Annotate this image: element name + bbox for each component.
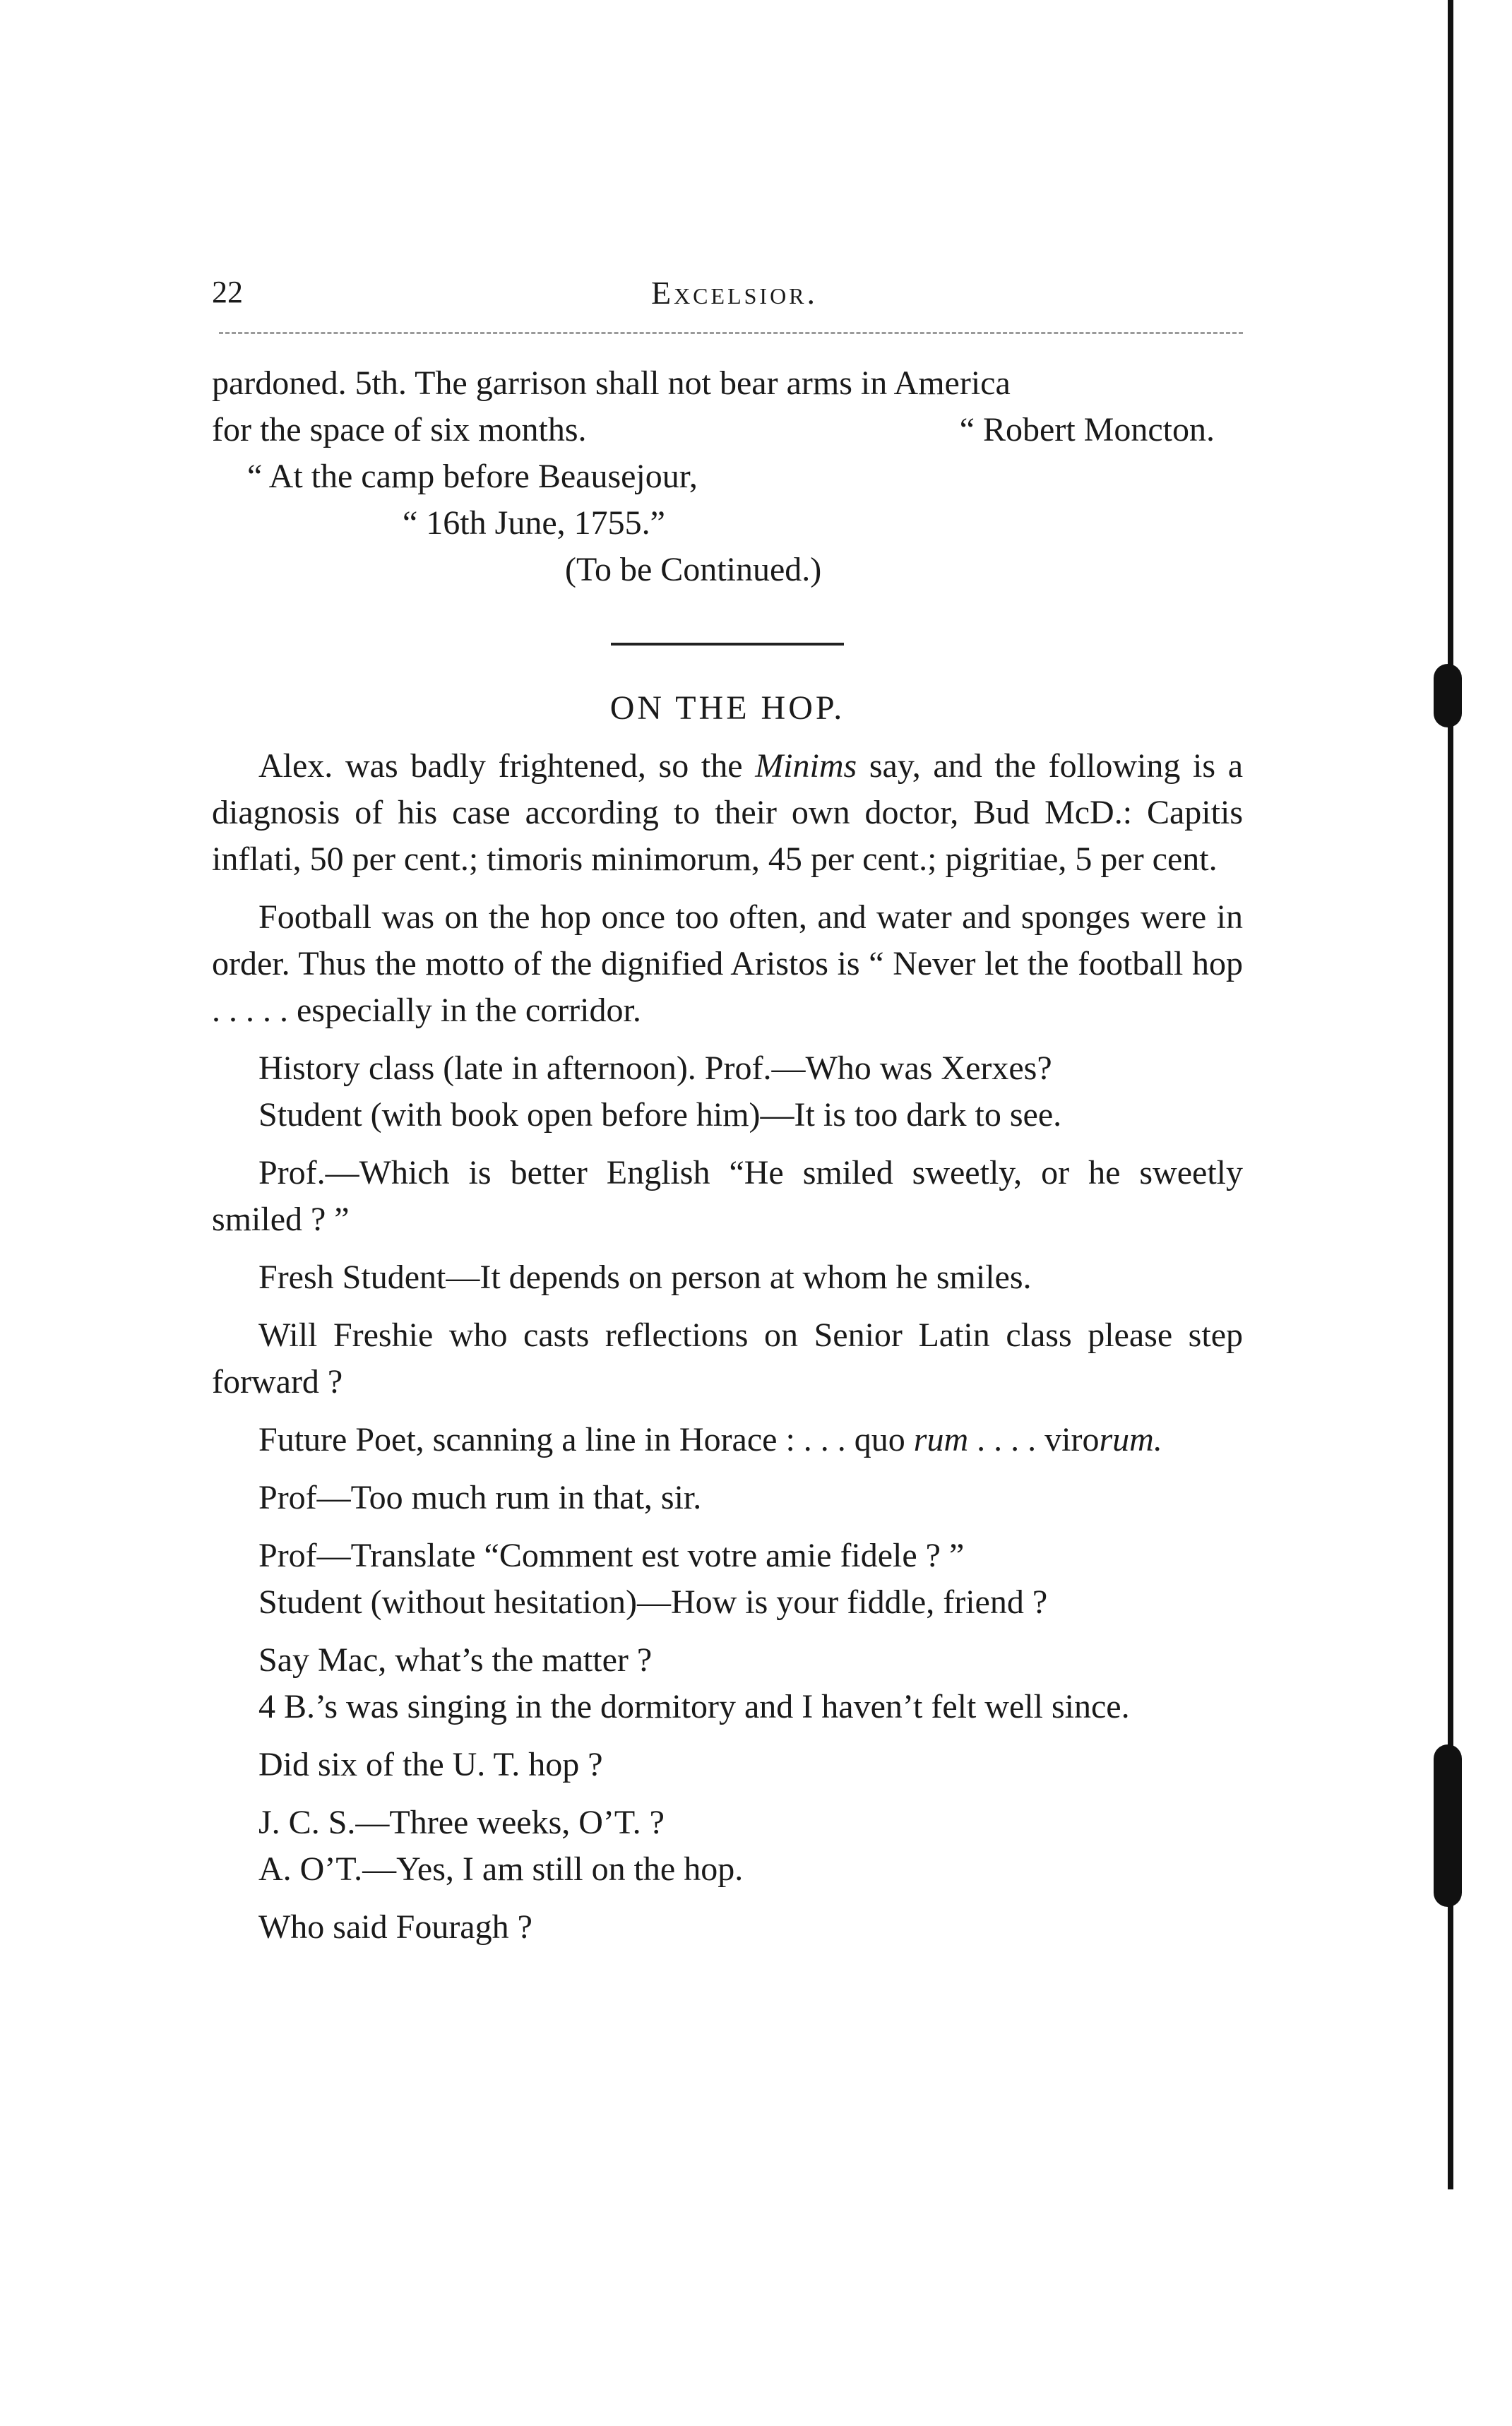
section-divider xyxy=(611,643,844,646)
paragraph: Prof—Too much rum in that, sir. xyxy=(258,1479,702,1516)
text-run: Future Poet, scanning a line in Horace : . . . quo xyxy=(258,1421,914,1458)
page-number: 22 xyxy=(212,275,243,309)
paragraph: Who said Fouragh ? xyxy=(258,1908,532,1946)
paragraph: Say Mac, what’s the matter ? xyxy=(258,1641,653,1679)
binding-mark xyxy=(1434,1744,1462,1907)
paragraph: Student (without hesitation)—How is your fiddle, friend ? xyxy=(258,1583,1048,1621)
running-title: Excelsior. xyxy=(650,275,818,311)
to-be-continued: (To be Continued.) xyxy=(565,551,822,588)
italic-text: Minims xyxy=(755,747,857,785)
paragraph: 4 B.’s was singing in the dormitory and I haven’t felt well since. xyxy=(258,1688,1130,1725)
section-title: ON THE HOP. xyxy=(609,689,845,727)
italic-text: rum. xyxy=(1099,1421,1162,1458)
paragraph: A. O’T.—Yes, I am still on the hop. xyxy=(258,1850,744,1888)
continuation-line: pardoned. 5th. The garrison shall not bear arms in America xyxy=(212,364,1011,402)
paragraph xyxy=(212,1417,1243,1463)
text-run: Alex. was badly frightened, so the xyxy=(258,747,756,785)
paragraph: J. C. S.—Three weeks, O’T. ? xyxy=(258,1804,665,1841)
text-run: . . . . viro xyxy=(968,1421,1100,1458)
continuation-text: for the space of six months. xyxy=(212,411,587,448)
page-header xyxy=(212,274,1257,316)
paragraph: Student (with book open before him)—It is too dark to see. xyxy=(258,1096,1062,1134)
paragraph xyxy=(212,743,1243,883)
paragraph: Prof—Translate “Comment est votre amie fidele ? ” xyxy=(258,1537,965,1574)
paragraph: Did six of the U. T. hop ? xyxy=(258,1746,603,1783)
body-text xyxy=(212,360,1243,1951)
continuation-line xyxy=(212,407,1243,453)
paragraph: Will Freshie who casts reflections on Senior Latin class please step forward ? xyxy=(212,1316,1243,1401)
paragraph: Fresh Student—It depends on person at whom he smiles. xyxy=(258,1259,1032,1296)
paragraph: Football was on the hop once too often, and water and sponges were in order. Thus the motto of the dignified Aristos is “ Never let the football hop . . . . . especially in the corridor. xyxy=(212,898,1243,1029)
date-line: “ 16th June, 1755.” xyxy=(403,504,665,542)
binding-mark xyxy=(1434,664,1462,727)
paragraph: Prof.—Which is better English “He smiled sweetly, or he sweetly smiled ? ” xyxy=(212,1154,1243,1238)
header-rule xyxy=(219,332,1243,334)
italic-text: rum xyxy=(913,1421,969,1458)
continuation-line: “ At the camp before Beausejour, xyxy=(247,458,698,495)
paragraph: History class (late in afternoon). Prof.—Who was Xerxes? xyxy=(258,1050,1052,1087)
signature-line: “ Robert Moncton. xyxy=(959,411,1215,448)
text-run: say, and the following is a diagnosis of his case according to their own doctor, Bud McD.: Capitis inflati, 50 per cent.; timoris minimorum, 45 per cent.; pigritiae, 5 per cent. xyxy=(212,747,1243,878)
